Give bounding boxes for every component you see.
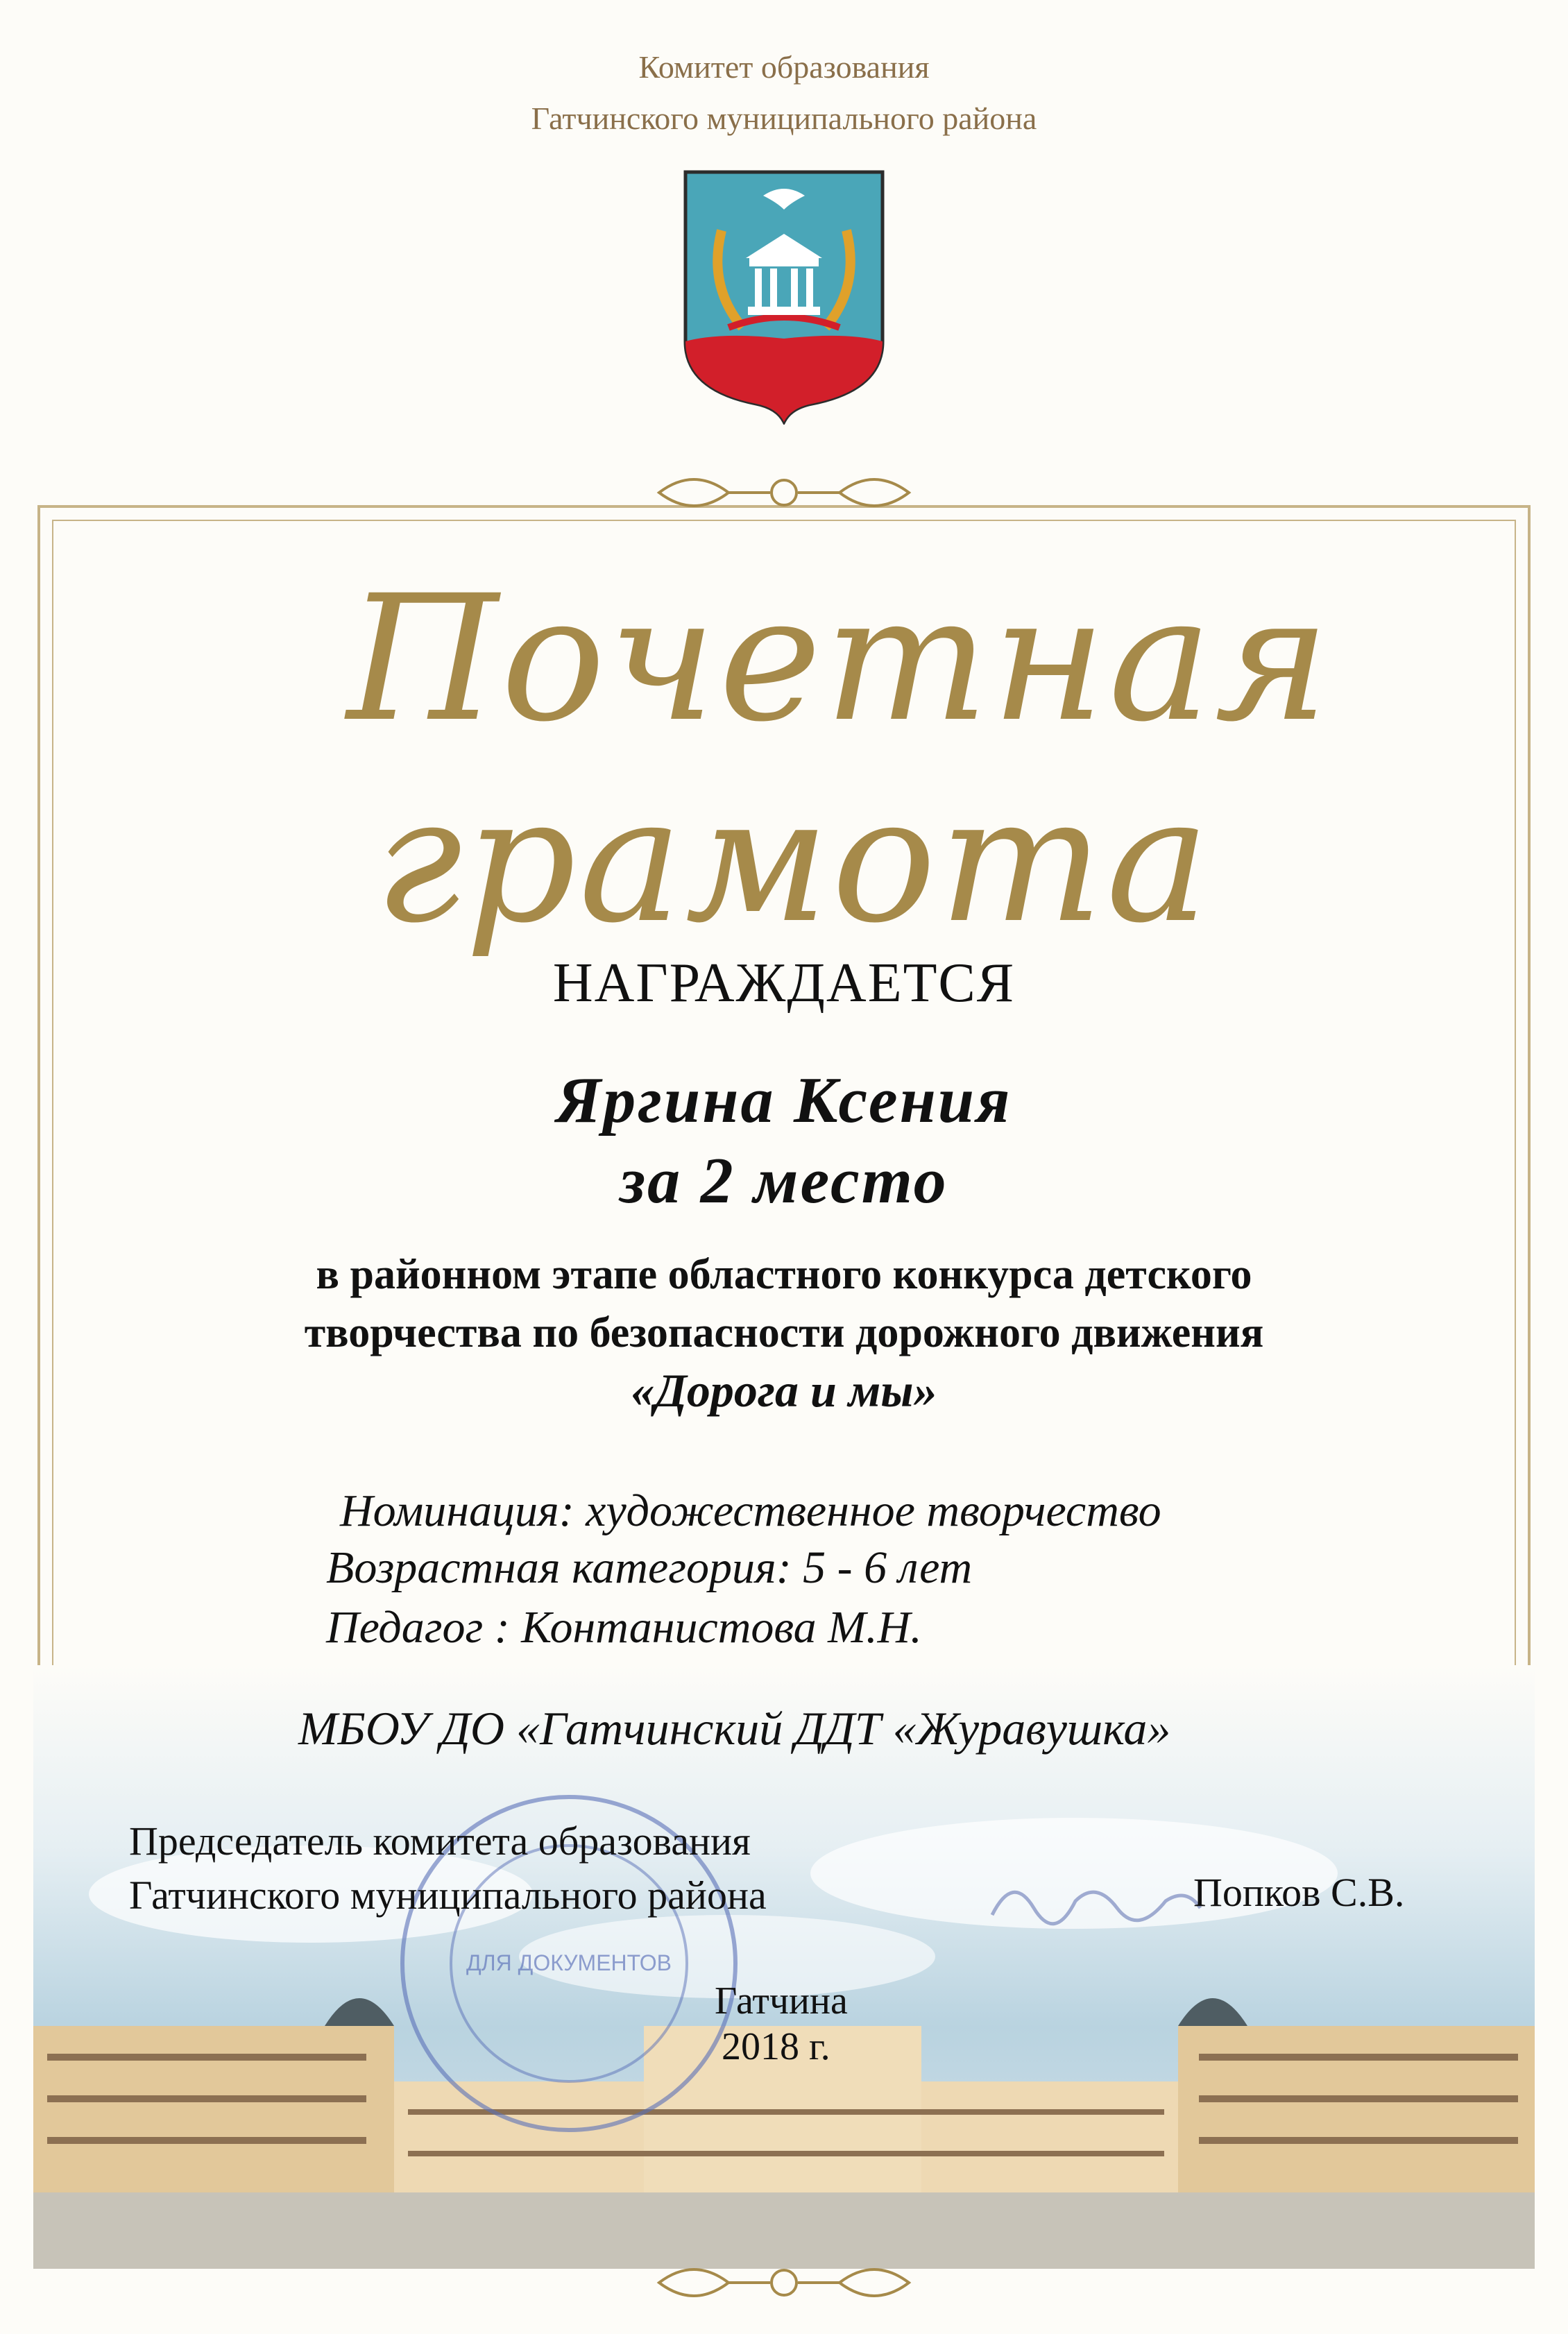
year: 2018 г. (722, 2025, 830, 2068)
recipient-place: за 2 место (620, 1145, 948, 1217)
signatory-name: Попков С.В. (1193, 1870, 1405, 1915)
chair-position-2: Гатчинского муниципального района (129, 1873, 767, 1918)
coat-of-arms-icon (680, 168, 888, 425)
description-line-1: в районном этапе областного конкурса детского (316, 1251, 1252, 1298)
title-line-1: Почетная (347, 558, 1333, 760)
title-line-2: грамота (375, 759, 1213, 961)
chair-position-1: Председатель комитета образования (129, 1818, 751, 1864)
age-category: Возрастная категория: 5 - 6 лет (326, 1542, 973, 1593)
recipient-name: Яргина Ксения (556, 1064, 1012, 1136)
ornament-bottom-icon (652, 2256, 916, 2309)
ornament-top-icon (652, 466, 916, 519)
description (0, 1245, 1568, 1362)
city: Гатчина (715, 1979, 848, 2022)
stamp-text: ДЛЯ ДОКУМЕНТОВ (466, 1950, 672, 1975)
institution: МБОУ ДО «Гатчинский ДДТ «Журавушка» (298, 1702, 1171, 1755)
awarded-label: НАГРАЖДАЕТСЯ (552, 953, 1016, 1014)
handwritten-signature (985, 1859, 1207, 1943)
description-line-2: творчества по безопасности дорожного движения (304, 1309, 1264, 1356)
nomination: Номинация: художественное творчество (340, 1485, 1161, 1536)
teacher: Педагог : Контанистова М.Н. (326, 1602, 922, 1653)
committee-line-2: Гатчинского муниципального района (531, 101, 1037, 136)
committee-line-1: Комитет образования (638, 49, 930, 85)
contest-name: «Дорога и мы» (631, 1364, 937, 1417)
